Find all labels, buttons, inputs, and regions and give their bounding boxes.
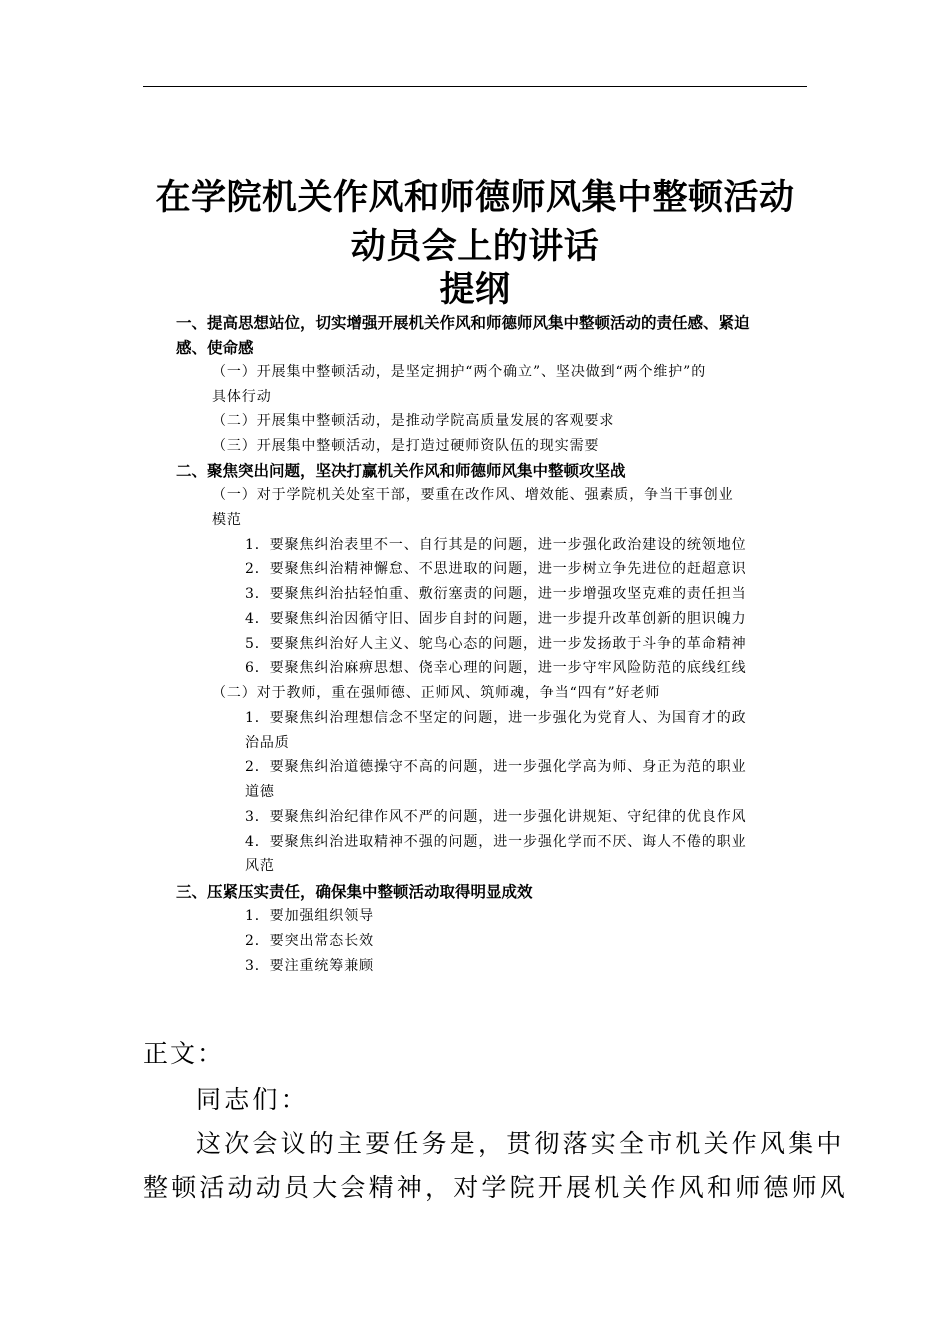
document-title-line-2: 动员会上的讲话 <box>350 227 600 267</box>
body-paragraph-line-2: 整顿活动动员大会精神，对学院开展机关作风和师德师风 <box>143 1173 849 1202</box>
section-1-heading: 一、提高思想站位，切实增强开展机关作风和师德师风集中整顿活动的责任感、紧迫 <box>176 314 750 332</box>
section-3-item: 3．要注重统筹兼顾 <box>245 958 375 974</box>
section-2-sub-2-item-4: 4．要聚焦纠治进取精神不强的问题，进一步强化学而不厌、诲人不倦的职业 <box>245 834 747 850</box>
document-title-line-3: 提纲 <box>439 270 511 310</box>
greeting: 同志们： <box>196 1085 309 1114</box>
section-2-sub-2-item-2: 2．要聚焦纠治道德操守不高的问题，进一步强化学高为师、身正为范的职业 <box>245 759 747 775</box>
section-2-sub-1-item: 4．要聚焦纠治因循守旧、固步自封的问题，进一步提升改革创新的胆识魄力 <box>245 611 747 627</box>
section-2-sub-2-item-1-cont: 治品质 <box>245 735 290 751</box>
body-paragraph-line-1: 这次会议的主要任务是，贯彻落实全市机关作风集中 <box>196 1129 845 1158</box>
section-2-sub-1: （一）对于学院机关处室干部，要重在改作风、增效能、强素质，争当干事创业 <box>212 487 734 503</box>
section-2-sub-2-item-2-cont: 道德 <box>245 784 275 800</box>
section-1-heading-cont: 感、使命感 <box>176 339 254 357</box>
section-2-sub-2-item-4-cont: 风范 <box>245 858 275 874</box>
document-title-line-1: 在学院机关作风和师德师风集中整顿活动 <box>155 178 795 218</box>
section-2-sub-1-item: 1．要聚焦纠治表里不一、自行其是的问题，进一步强化政治建设的统领地位 <box>245 537 747 553</box>
section-2-sub-2-item-1: 1．要聚焦纠治理想信念不坚定的问题，进一步强化为党育人、为国育才的政 <box>245 710 747 726</box>
section-2-sub-1-cont: 模范 <box>212 512 242 528</box>
section-1-item-2: （二）开展集中整顿活动，是推动学院高质量发展的客观要求 <box>212 413 615 429</box>
section-1-item-3: （三）开展集中整顿活动，是打造过硬师资队伍的现实需要 <box>212 438 600 454</box>
section-2-sub-1-item: 2．要聚焦纠治精神懈怠、不思进取的问题，进一步树立争先进位的赶超意识 <box>245 561 747 577</box>
section-3-item: 2．要突出常态长效 <box>245 933 375 949</box>
section-3-heading: 三、压紧压实责任，确保集中整顿活动取得明显成效 <box>176 883 533 901</box>
body-label: 正文： <box>143 1039 225 1068</box>
header-rule <box>143 86 807 87</box>
section-2-sub-1-item: 6．要聚焦纠治麻痹思想、侥幸心理的问题，进一步守牢风险防范的底线红线 <box>245 660 747 676</box>
section-2-sub-2-item-3: 3．要聚焦纠治纪律作风不严的问题，进一步强化讲规矩、守纪律的优良作风 <box>245 809 747 825</box>
section-3-item: 1．要加强组织领导 <box>245 908 375 924</box>
section-2-sub-1-item: 5．要聚焦纠治好人主义、鸵鸟心态的问题，进一步发扬敢于斗争的革命精神 <box>245 636 747 652</box>
section-2-sub-1-item: 3．要聚焦纠治拈轻怕重、敷衍塞责的问题，进一步增强攻坚克难的责任担当 <box>245 586 747 602</box>
section-1-item-1-cont: 具体行动 <box>212 389 272 405</box>
section-2-sub-2: （二）对于教师，重在强师德、正师风、筑师魂，争当“四有”好老师 <box>212 685 661 701</box>
section-2-heading: 二、聚焦突出问题，坚决打赢机关作风和师德师风集中整顿攻坚战 <box>176 462 626 480</box>
section-1-item-1: （一）开展集中整顿活动，是坚定拥护“两个确立”、坚决做到“两个维护”的 <box>212 364 707 380</box>
